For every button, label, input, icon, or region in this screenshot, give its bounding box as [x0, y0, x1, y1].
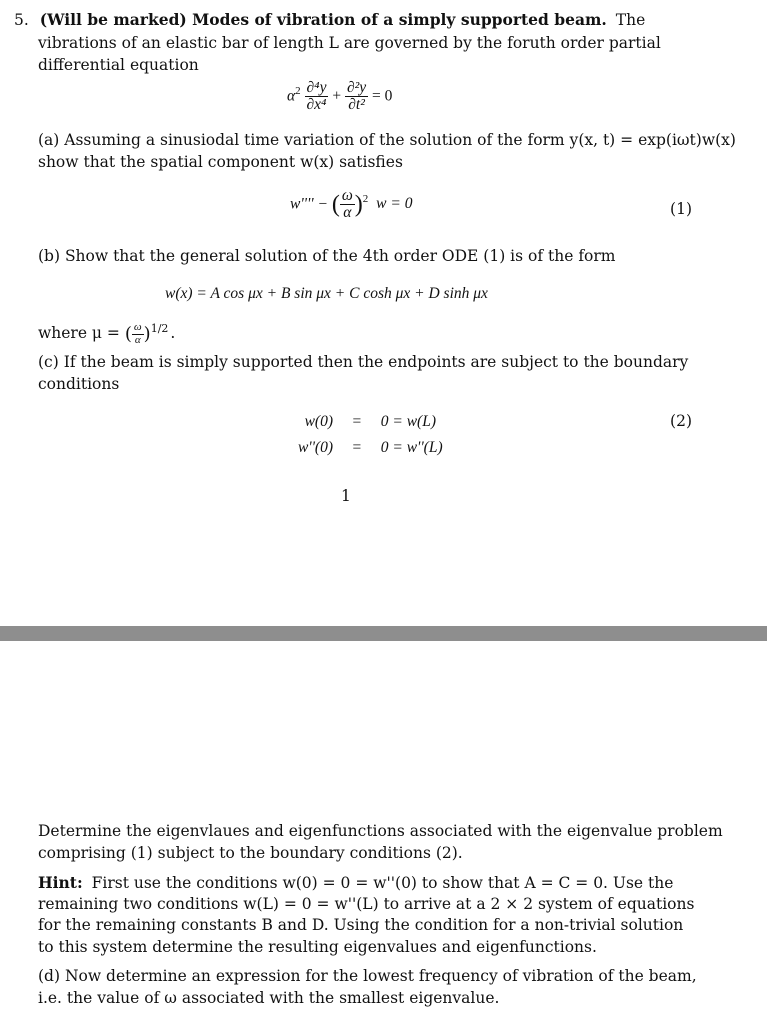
- eq1-number: (1): [670, 200, 692, 218]
- pde-equation: [287, 80, 392, 114]
- where-paren-open: (: [124, 323, 132, 345]
- page-divider: [0, 626, 767, 641]
- where-suffix: .: [170, 324, 176, 343]
- hint-text-1: First use the conditions w(0) = 0 = w''(0) to show that A = C = 0. Use the: [91, 874, 674, 892]
- pde-term2: [345, 80, 368, 114]
- part-d-line2: i.e. the value of ω associated with the smallest eigenvalue.: [38, 989, 500, 1007]
- pde-term1-num: ∂⁴y: [306, 79, 327, 96]
- bc-row2-lhs: w''(0): [297, 439, 333, 456]
- pde-term2-num: ∂²y: [346, 79, 367, 96]
- where-prefix: where μ =: [38, 324, 120, 343]
- eq1-lhs: w'''' −: [290, 195, 328, 213]
- bc-row1: [285, 411, 436, 432]
- pde-coef-power: 2: [295, 85, 301, 98]
- part-a-line2: show that the spatial component w(x) satisfies: [38, 153, 403, 171]
- eq1-power: 2: [362, 193, 369, 206]
- problem-title: (Will be marked) Modes of vibration of a simply supported beam.: [39, 10, 607, 29]
- page-number: 1: [341, 487, 351, 505]
- pde-term1-den: ∂x⁴: [306, 96, 327, 114]
- part-c-line1: (c) If the beam is simply supported then the endpoints are subject to the boundary: [38, 353, 689, 371]
- general-solution: w(x) = A cos μx + B sin μx + C cosh μx + D sinh μx: [165, 285, 488, 302]
- where-frac-num: ω: [133, 321, 142, 334]
- where-fraction: [132, 322, 144, 346]
- eq1-paren-open: (: [331, 191, 340, 218]
- bc-row2-eq: =: [352, 439, 362, 456]
- eq1-frac-den: α: [343, 204, 352, 222]
- bc-row1-eq: =: [352, 413, 362, 430]
- determine-line1: Determine the eigenvlaues and eigenfunctions associated with the eigenvalue problem: [38, 822, 723, 840]
- page-2: [0, 641, 767, 1024]
- eq1-fraction: [340, 188, 355, 222]
- hint-line4: to this system determine the resulting eigenvalues and eigenfunctions.: [38, 938, 597, 956]
- intro-line3: differential equation: [38, 56, 199, 74]
- hint-line1: [38, 872, 673, 894]
- bc-row1-lhs: w(0): [304, 413, 333, 430]
- problem-heading: [14, 9, 645, 31]
- part-b-line1: (b) Show that the general solution of the 4th order ODE (1) is of the form: [38, 247, 616, 265]
- pde-rhs: = 0: [372, 87, 393, 105]
- part-d-line1: (d) Now determine an expression for the lowest frequency of vibration of the beam,: [38, 967, 697, 985]
- where-frac-den: α: [134, 333, 141, 346]
- equation-1: [290, 188, 412, 222]
- bc-row2: [285, 437, 443, 458]
- hint-line3: for the remaining constants B and D. Using the condition for a non-trivial solution: [38, 916, 684, 934]
- problem-number: 5.: [14, 11, 29, 29]
- bc-row2-rhs: 0 = w''(L): [380, 439, 443, 456]
- intro-line2: vibrations of an elastic bar of length L are governed by the foruth order partial: [38, 34, 661, 52]
- eq1-rest: w = 0: [376, 195, 413, 213]
- bc-row1-rhs: 0 = w(L): [380, 413, 436, 430]
- part-a-line1: (a) Assuming a sinusiodal time variation of the solution of the form y(x, t) = exp(iωt)w(x): [38, 131, 736, 149]
- intro-line1-tail: The: [615, 11, 646, 29]
- pde-term1: [305, 80, 329, 114]
- eq1-paren-close: ): [354, 191, 363, 218]
- pde-plus: +: [332, 87, 342, 105]
- pde-term2-den: ∂t²: [348, 96, 365, 114]
- where-paren-close: ): [143, 323, 151, 345]
- part-c-line2: conditions: [38, 375, 120, 393]
- bc-number: (2): [670, 412, 692, 430]
- eq1-frac-num: ω: [341, 187, 353, 204]
- where-mu: [38, 318, 175, 346]
- hint-label: Hint:: [38, 873, 83, 892]
- hint-line2: remaining two conditions w(L) = 0 = w''(L) to arrive at a 2 × 2 system of equations: [38, 895, 695, 913]
- pde-coef: α: [287, 87, 296, 105]
- determine-line2: comprising (1) subject to the boundary conditions (2).: [38, 844, 463, 862]
- where-power: 1/2: [150, 322, 169, 335]
